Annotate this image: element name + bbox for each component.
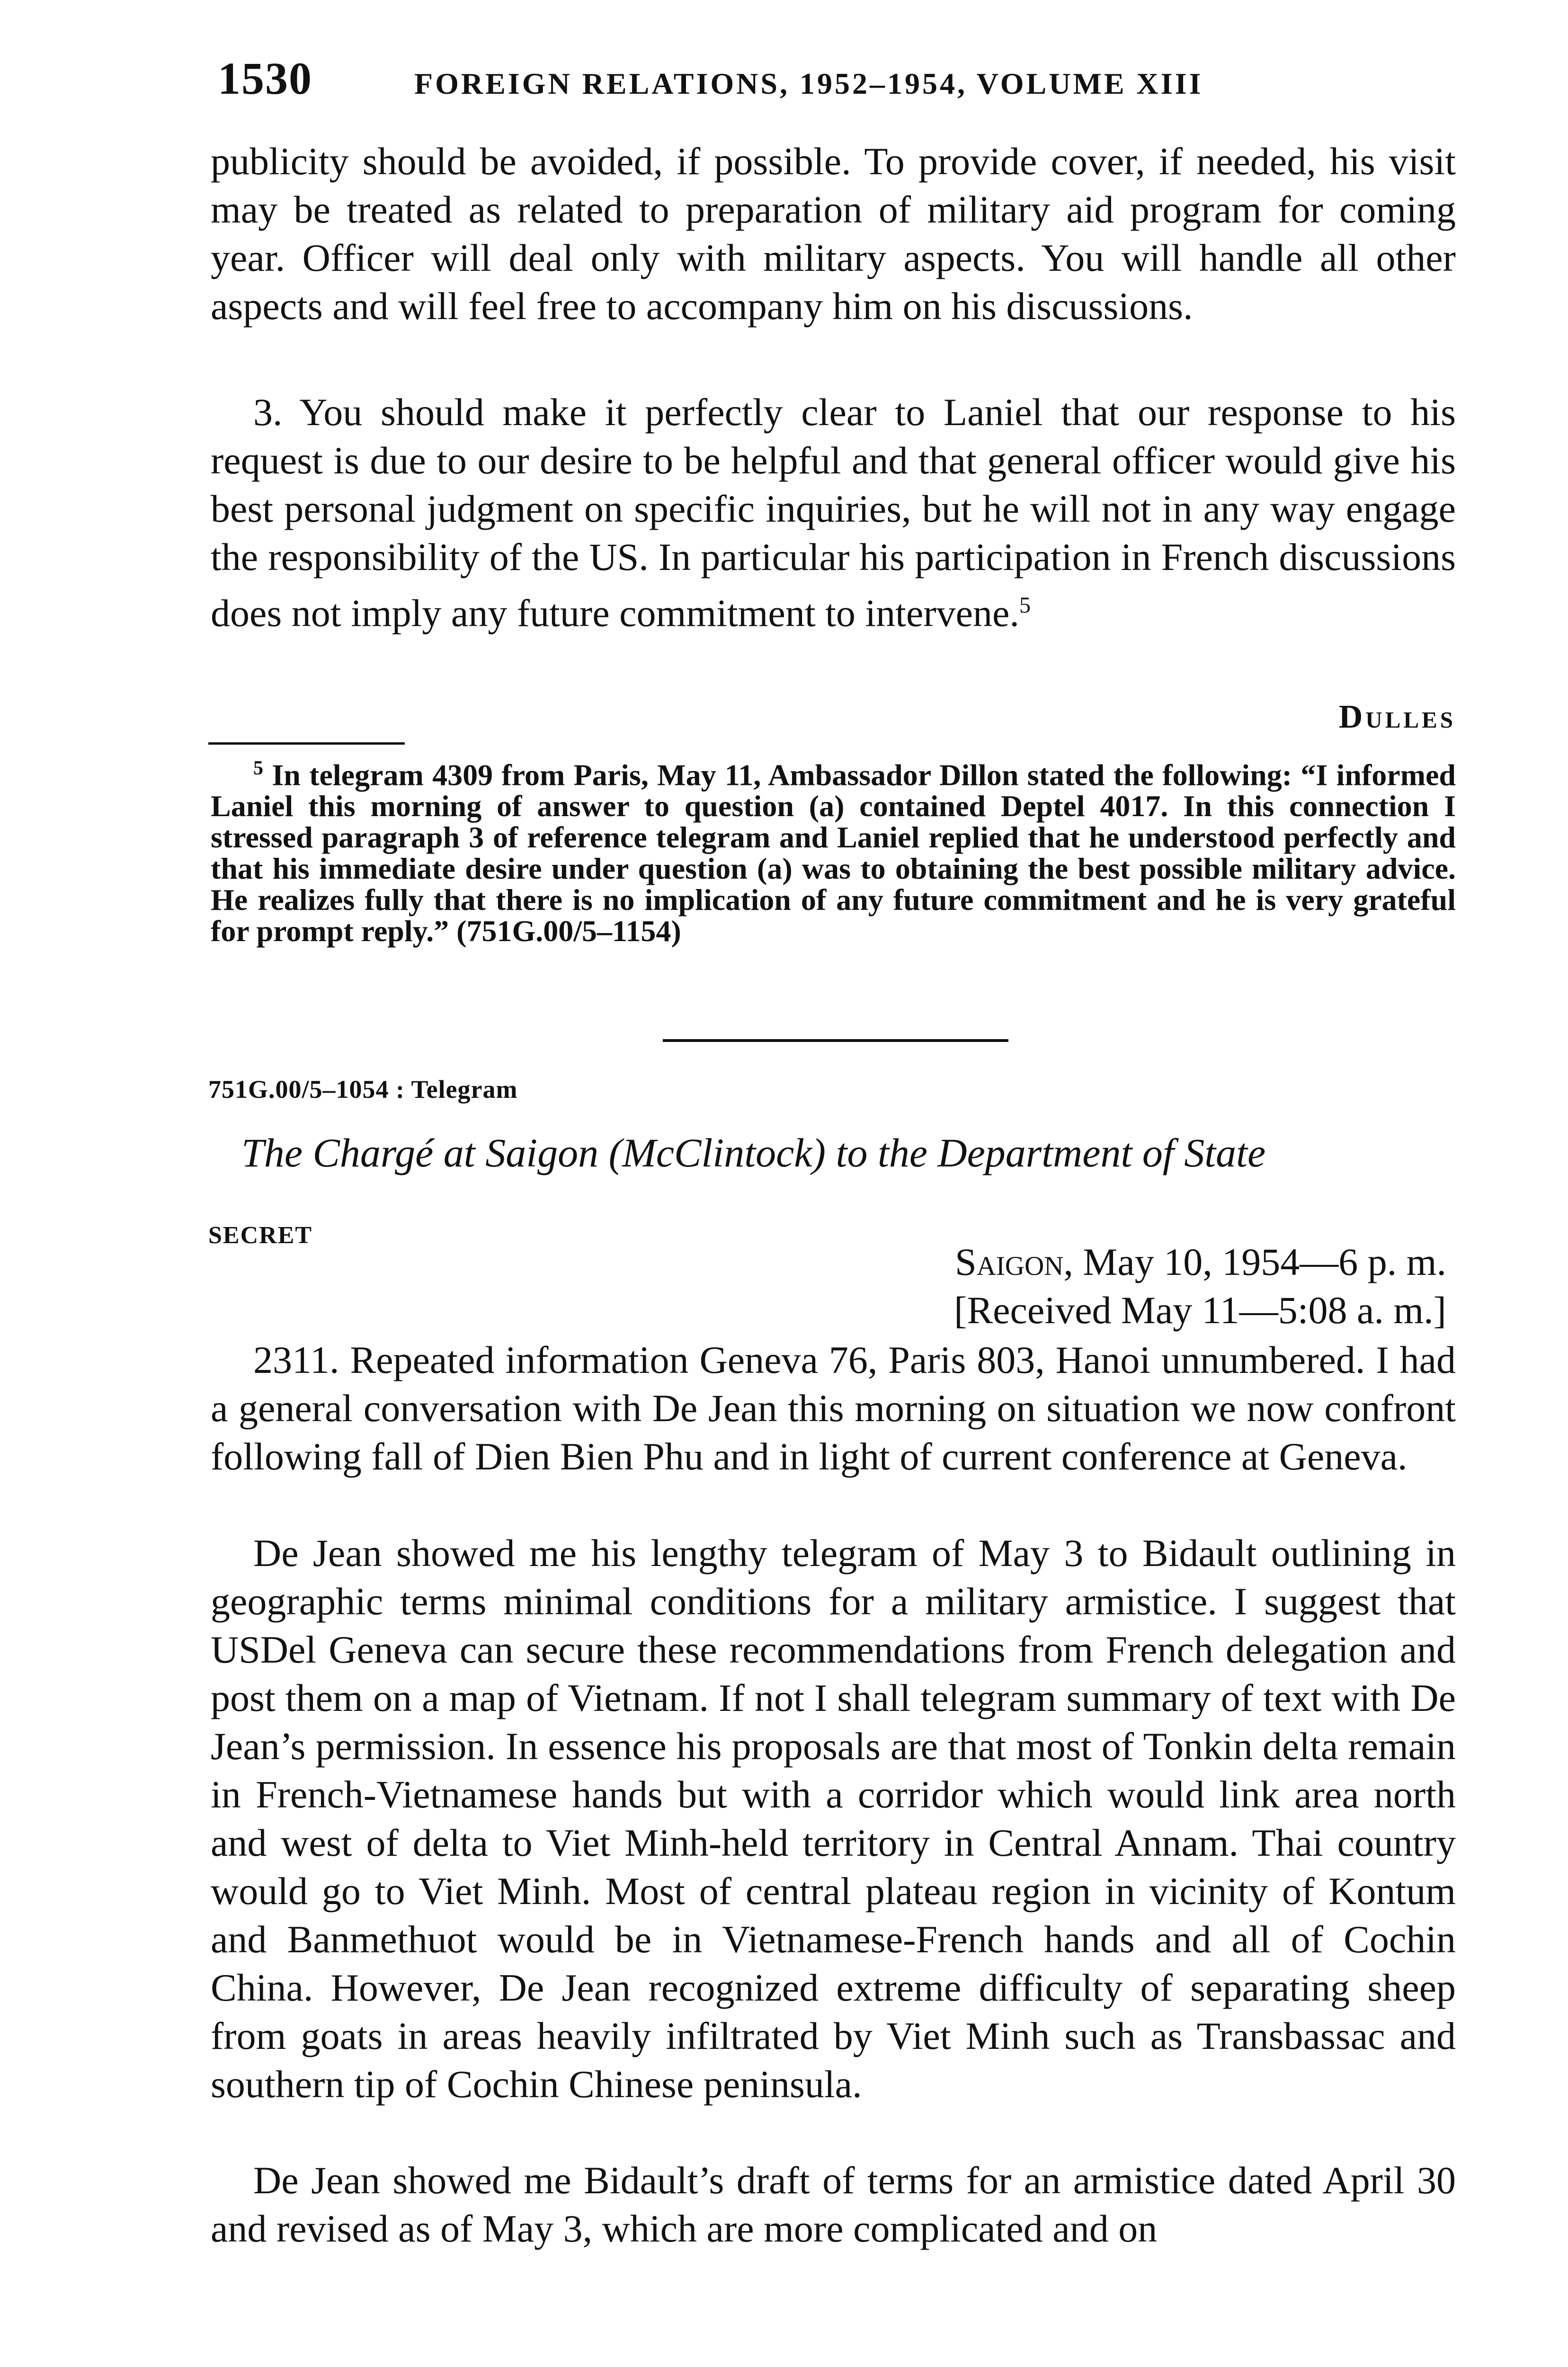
paragraph-3-text: 3. You should make it perfectly clear to Laniel that our response to his request is due to our desire to be helpful and that general officer would give his best personal judgment on specific inquiries, but he will not in any way engage the responsibility of the US. In particular his participation in French discussions does not imply any future commitment to intervene. <box>211 391 1456 635</box>
received-line: [Received May 11—5:08 a. m.] <box>954 1289 1446 1332</box>
footnote-marker: 5 <box>253 757 263 779</box>
paragraph-3 <box>211 388 1456 637</box>
section-divider <box>663 1039 1008 1042</box>
dateline <box>852 1238 1446 1286</box>
dateline-date: May 10, 1954—6 p. m. <box>1073 1240 1446 1283</box>
classification-label: SECRET <box>208 1222 313 1249</box>
document-title: The Chargé at Saigon (McClintock) to the Department of State <box>241 1130 1266 1175</box>
dateline-place: Saigon, <box>955 1240 1073 1283</box>
footnote-rule <box>208 742 405 745</box>
telegram-paragraph-3: De Jean showed me Bidault’s draft of terms for an armistice dated April 30 and revised as of May 3, which are more complicated and on <box>211 2159 1456 2250</box>
running-head: FOREIGN RELATIONS, 1952–1954, VOLUME XIII <box>414 67 1203 100</box>
telegram-paragraph-1: 2311. Repeated information Geneva 76, Paris 803, Hanoi unnumbered. I had a general conversation with De Jean this morning on situation we now confront following fall of Dien Bien Phu and in light of current conference at Geneva. <box>211 1338 1456 1478</box>
footnote-text: In telegram 4309 from Paris, May 11, Ambassador Dillon stated the following: “I informed Laniel this morning of answer to question (a) contained Deptel 4017. In this connection I stressed paragraph 3 of reference telegram and Laniel replied that he understood perfectly and that his immediate desire under question (a) was to obtaining the best possible military advice. He realizes fully that there is no implication of any future commitment and he is very grateful for prompt reply.” (751G.00/5–1154) <box>211 758 1456 948</box>
file-reference: 751G.00/5–1054 : Telegram <box>208 1075 518 1103</box>
footnote <box>211 753 1456 947</box>
page-number: 1530 <box>218 53 312 104</box>
continued-paragraph: publicity should be avoided, if possible. To provide cover, if needed, his visit may be treated as related to preparation of military aid program for coming year. Officer will deal only with military aspects. You will handle all other aspects and will feel free to accompany him on his discussions. <box>211 140 1456 328</box>
footnote-reference: 5 <box>1019 593 1031 618</box>
signature: Dulles <box>1338 699 1456 735</box>
page-header <box>218 52 1458 109</box>
telegram-paragraph-2: De Jean showed me his lengthy telegram of May 3 to Bidault outlining in geographic terms minimal conditions for a military armistice. I suggest that USDel Geneva can secure these recommendations from French delegation and post them on a map of Vietnam. If not I shall telegram summary of text with De Jean’s permission. In essence his proposals are that most of Tonkin delta remain in French-Vietnamese hands but with a corridor which would link area north and west of delta to Viet Minh-held territory in Central Annam. Thai country would go to Viet Minh. Most of central plateau region in vicinity of Kontum and Banmethuot would be in Vietnamese-French hands and all of Cochin China. However, De Jean recognized extreme difficulty of separating sheep from goats in areas heavily infiltrated by Viet Minh such as Transbassac and southern tip of Cochin Chinese peninsula. <box>211 1531 1456 2106</box>
